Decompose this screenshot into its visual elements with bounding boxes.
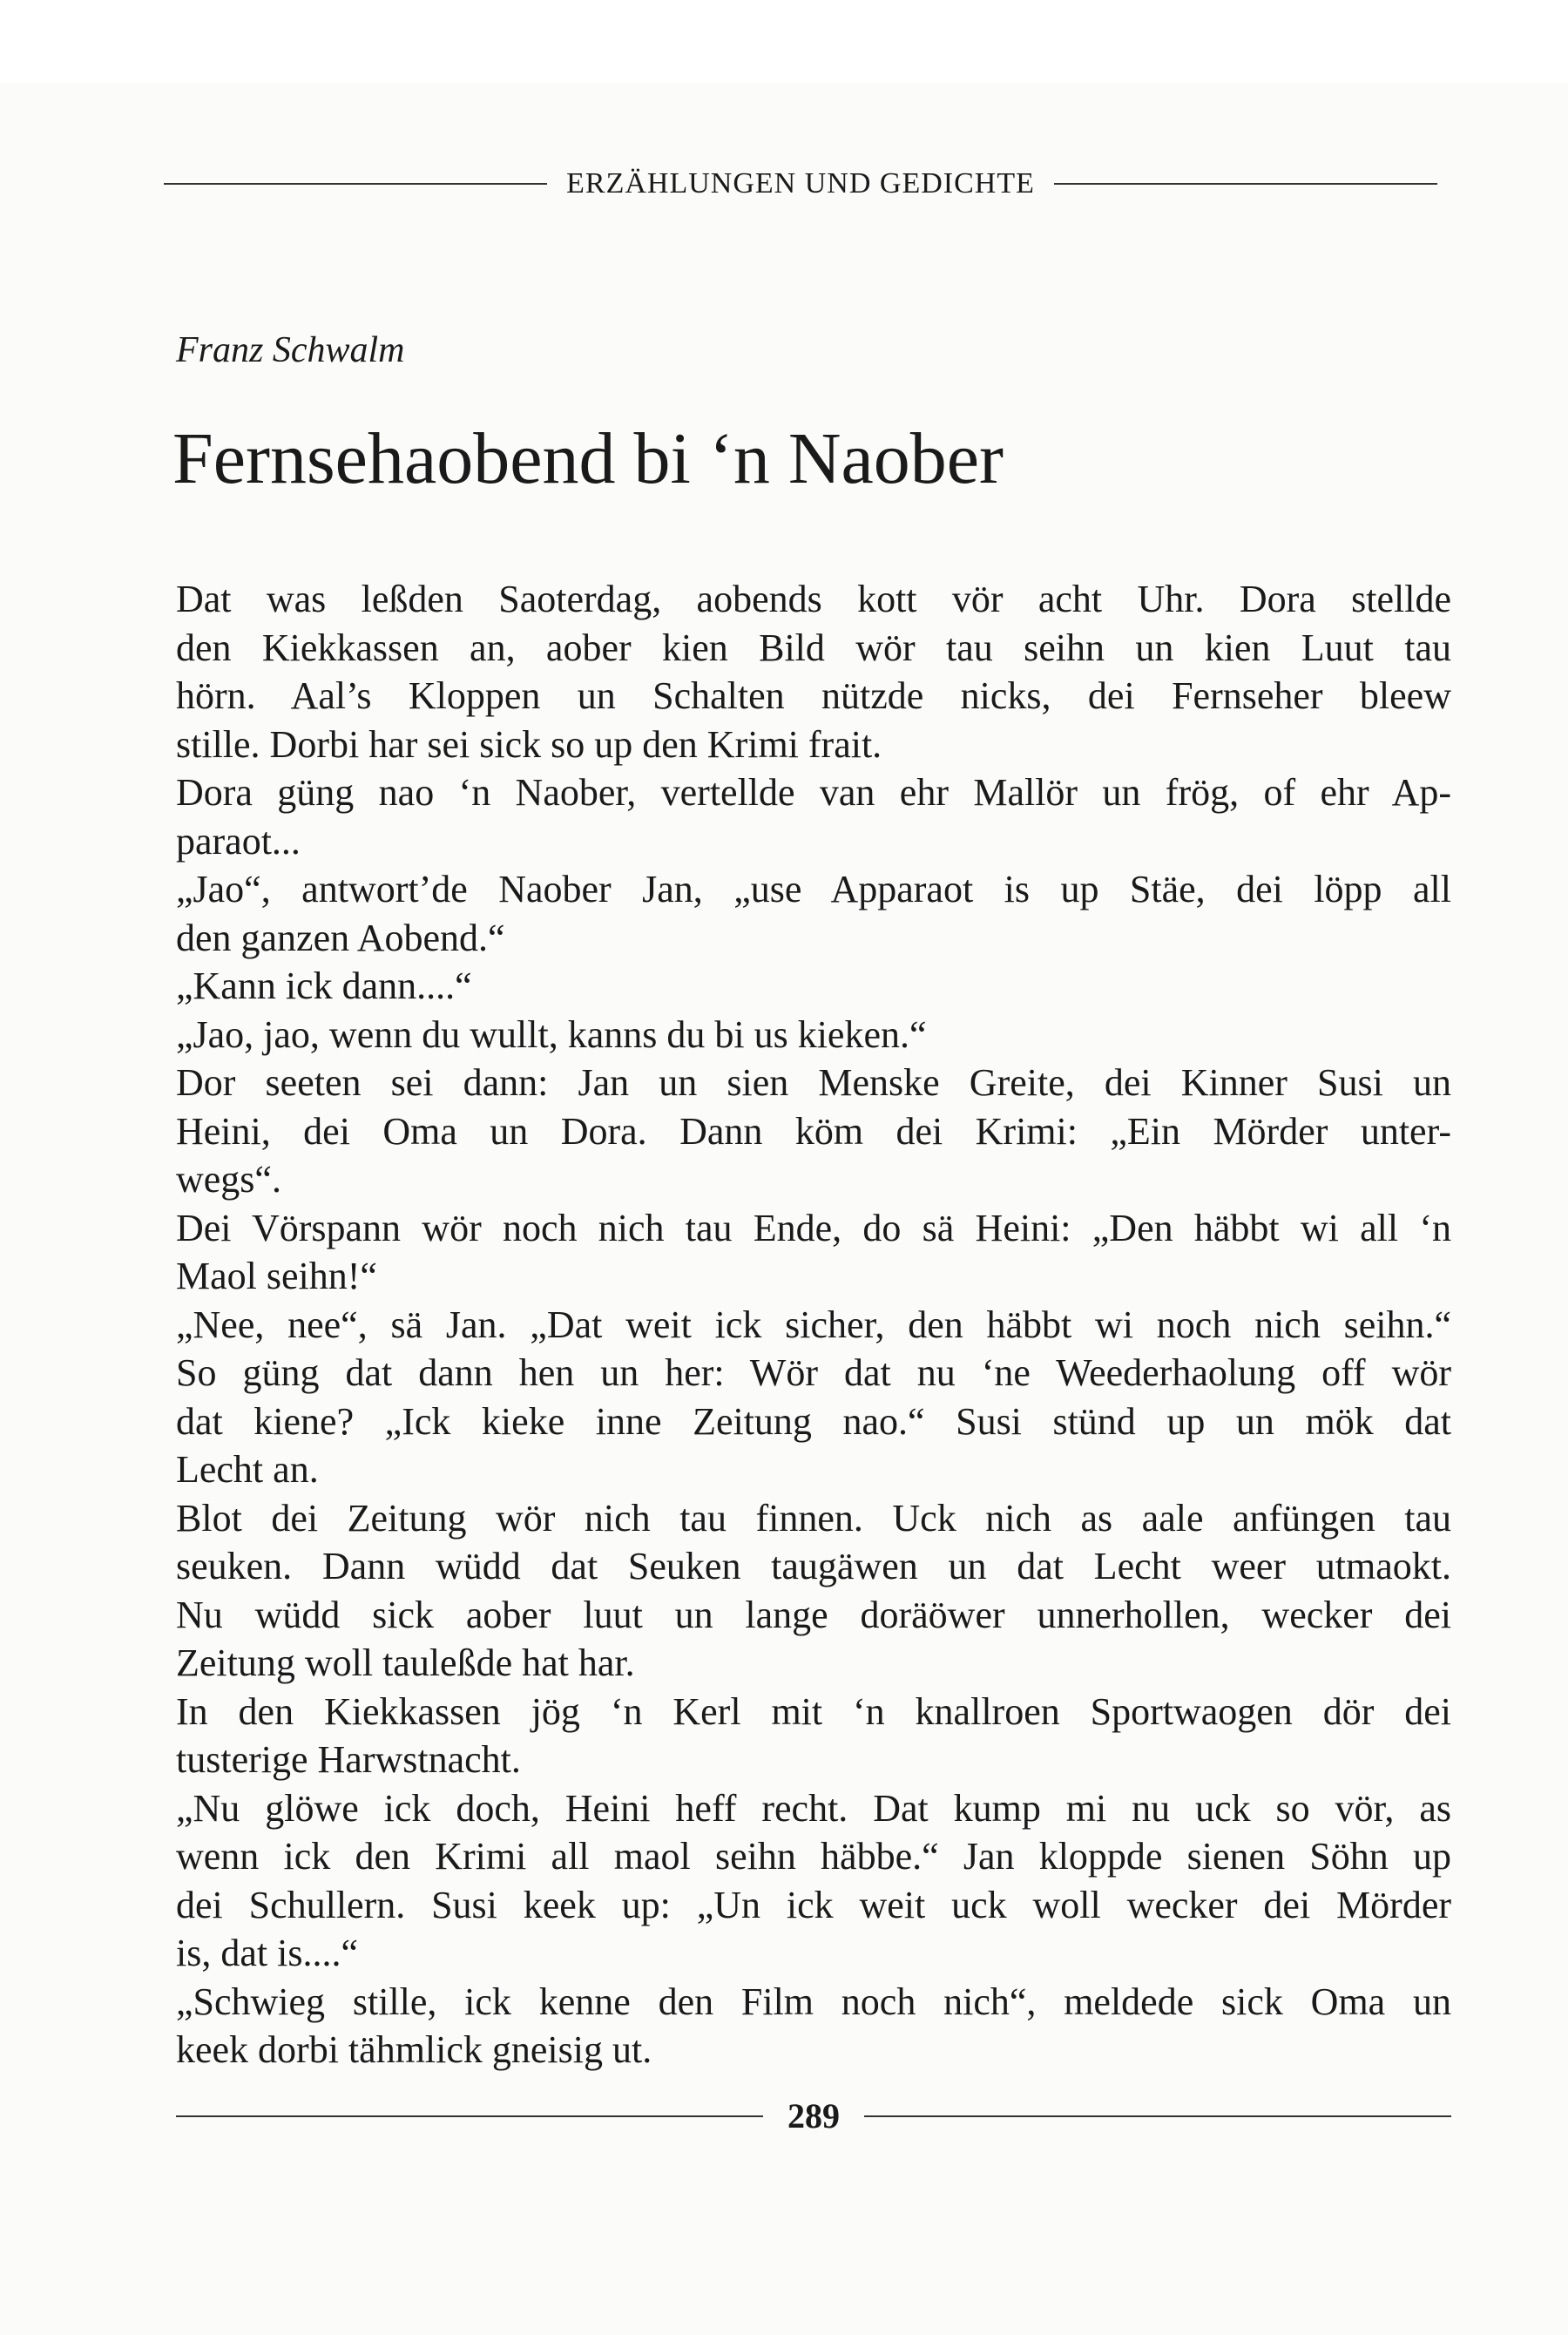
text-line: In den Kiekkassen jög ‘n Kerl mit ‘n knallroen Sportwaogen dör dei [176, 1689, 1451, 1733]
footer-rule-left [176, 2115, 763, 2117]
text-line: keek dorbi tähmlick gneisig ut. [176, 2028, 652, 2071]
text-line: „Nee, nee“, sä Jan. „Dat weit ick sicher, den häbbt wi noch nich seihn.“ [176, 1303, 1451, 1346]
text-line: Maol seihn!“ [176, 1255, 377, 1297]
text-line: „Schwieg stille, ick kenne den Film noch nich“, meldede sick Oma un [176, 1980, 1451, 2023]
footer-rule-right [864, 2115, 1451, 2117]
text-line: Blot dei Zeitung wör nich tau finnen. Uck nich as aale anfüngen tau [176, 1496, 1451, 1540]
text-line: seuken. Dann wüdd dat Seuken taugäwen un dat Lecht weer utmaokt. [176, 1545, 1451, 1587]
story-title: Fernsehaobend bi ‘n Naober [172, 418, 1004, 499]
author-name: Franz Schwalm [176, 330, 405, 370]
text-line: Heini, dei Oma un Dora. Dann köm dei Krimi: „Ein Mörder unter- [176, 1109, 1451, 1153]
text-line: hörn. Aal’s Kloppen un Schalten nützde nicks, dei Fernseher bleew [176, 674, 1451, 717]
text-line: Nu wüdd sick aober luut un lange doräöwer unnerhollen, wecker dei [176, 1593, 1451, 1636]
text-line: wegs“. [176, 1158, 281, 1201]
text-line: „Nu glöwe ick doch, Heini heff recht. Dat kump mi nu uck so vör, as [176, 1786, 1451, 1830]
text-line: Dat was leßden Saoterdag, aobends kott vör acht Uhr. Dora stellde [176, 578, 1451, 620]
header-rule-left [164, 183, 547, 185]
text-line: is, dat is....“ [176, 1932, 358, 1974]
text-line: dei Schullern. Susi keek up: „Un ick weit uck woll wecker dei Mörder [176, 1883, 1451, 1926]
text-line: „Jao, jao, wenn du wullt, kanns du bi us kieken.“ [176, 1012, 927, 1056]
text-line: Dor seeten sei dann: Jan un sien Menske Greite, dei Kinner Susi un [176, 1061, 1451, 1104]
page-number: 289 [787, 2096, 840, 2135]
page-footer [176, 2095, 1451, 2136]
text-line: den Kiekkassen an, aober kien Bild wör tau seihn un kien Luut tau [176, 626, 1451, 669]
header-rule-right [1054, 183, 1437, 185]
text-line: wenn ick den Krimi all maol seihn häbbe.“ Jan kloppde sienen Söhn up [176, 1835, 1451, 1878]
text-line: tusterige Harwstnacht. [176, 1738, 521, 1781]
text-line: Zeitung woll tauleßde hat har. [176, 1641, 635, 1684]
text-line: paraot... [176, 819, 301, 863]
text-line: So güng dat dann hen un her: Wör dat nu ‘ne Weederhaolung off wör [176, 1351, 1451, 1394]
text-line: dat kiene? „Ick kieke inne Zeitung nao.“ Susi stünd up un mök dat [176, 1399, 1451, 1443]
text-line: Dora güng nao ‘n Naober, vertellde van ehr Mallör un frög, of ehr Ap- [176, 771, 1451, 814]
running-head-text: ERZÄHLUNGEN UND GEDICHTE [566, 167, 1035, 200]
text-line: „Jao“, antwort’de Naober Jan, „use Apparaot is up Stäe, dei löpp all [176, 868, 1451, 910]
text-line: den ganzen Aobend.“ [176, 916, 505, 959]
text-line: Lecht an. [176, 1448, 319, 1491]
running-head [164, 167, 1437, 200]
text-line: Dei Vörspann wör noch nich tau Ende, do sä Heini: „Den häbbt wi all ‘n [176, 1206, 1451, 1249]
text-line: stille. Dorbi har sei sick so up den Krimi frait. [176, 722, 882, 766]
story-body [176, 575, 1451, 2074]
text-line: „Kann ick dann....“ [176, 964, 472, 1007]
